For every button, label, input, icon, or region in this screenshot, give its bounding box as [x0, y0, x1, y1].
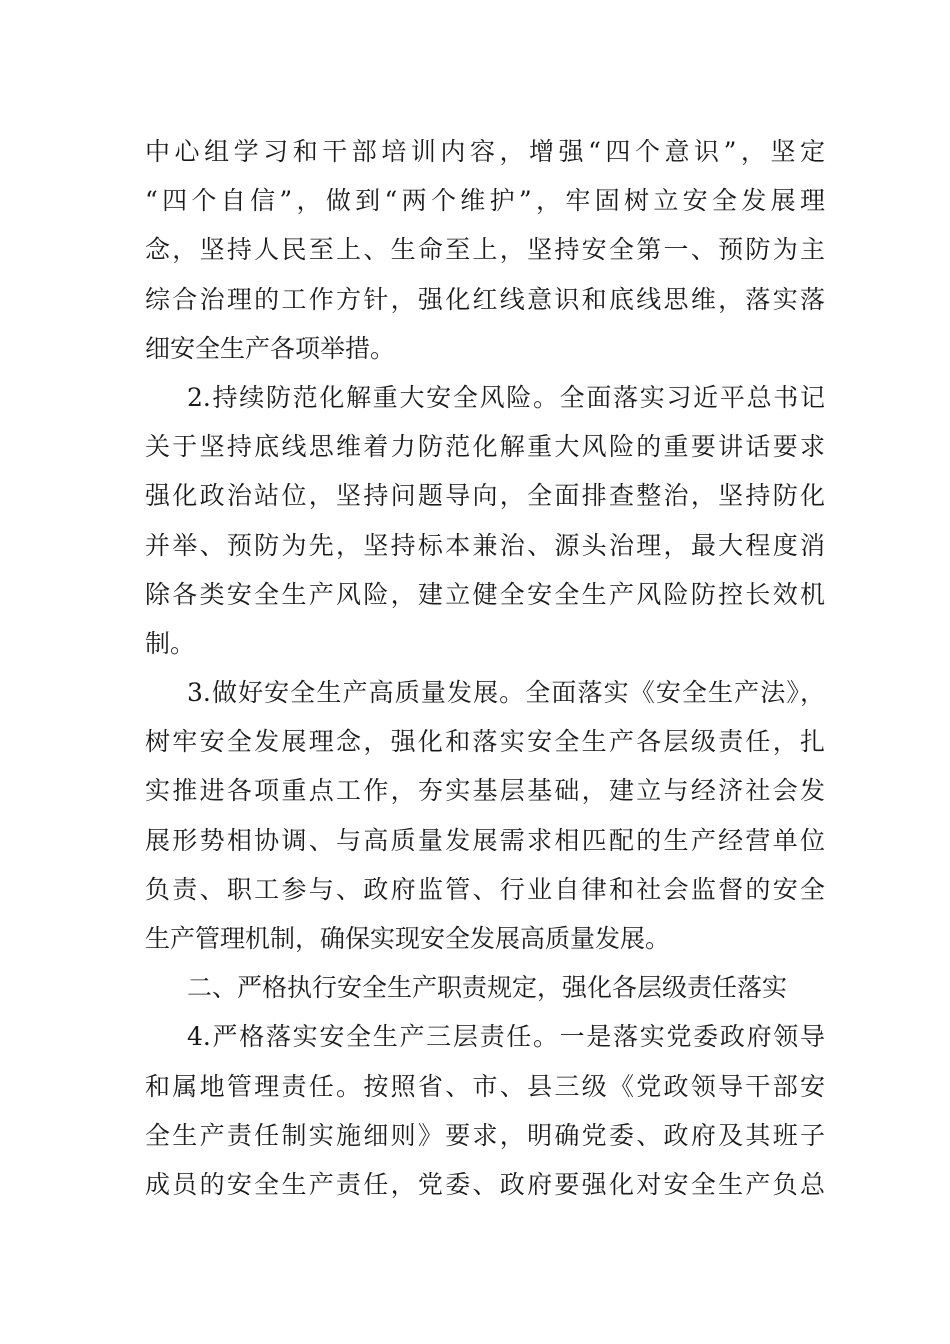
- text-line: 展形势相协调、与高质量发展需求相匹配的生产经营单位: [145, 825, 825, 855]
- document-body: [145, 127, 825, 1209]
- item-heading-2: 2.持续防范化解重大安全风险。全面落实习近平总书记: [187, 382, 825, 412]
- text-line: 负责、职工参与、政府监管、行业自律和社会监督的安全: [145, 874, 825, 904]
- section-heading: 二、严格执行安全生产职责规定，强化各层级责任落实: [187, 973, 788, 1003]
- text-line: 和属地管理责任。按照省、市、县三级《党政领导干部安: [145, 1071, 825, 1101]
- text-line: 制。: [145, 628, 196, 658]
- item-heading-4: 4.严格落实安全生产三层责任。一是落实党委政府领导: [187, 1022, 825, 1052]
- text-line: 实推进各项重点工作，夯实基层基础，建立与经济社会发: [145, 776, 825, 806]
- text-line: 念，坚持人民至上、生命至上，坚持安全第一、预防为主: [145, 235, 825, 265]
- item-heading-3: 3.做好安全生产高质量发展。全面落实《安全生产法》，: [187, 678, 825, 708]
- text-line: 生产管理机制，确保实现安全发展高质量发展。: [145, 924, 671, 953]
- text-line: 强化政治站位，坚持问题导向，全面排查整治，坚持防化: [145, 481, 825, 511]
- text-line: 树牢安全发展理念，强化和落实安全生产各层级责任，扎: [145, 727, 825, 757]
- text-line: 成员的安全生产责任，党委、政府要强化对安全生产负总: [145, 1169, 825, 1199]
- text-line: 除各类安全生产风险，建立健全安全生产风险防控长效机: [145, 579, 825, 609]
- text-line: 关于坚持底线思维着力防范化解重大风险的重要讲话要求: [145, 432, 825, 462]
- text-line: 全生产责任制实施细则》要求，明确党委、政府及其班子: [145, 1120, 825, 1150]
- text-line: “四个自信”，做到“两个维护”，牢固树立安全发展理: [145, 186, 825, 216]
- text-line: 中心组学习和干部培训内容，增强“四个意识”，坚定: [145, 137, 825, 166]
- text-line: 细安全生产各项举措。: [145, 333, 396, 363]
- text-line: 综合治理的工作方针，强化红线意识和底线思维，落实落: [145, 284, 825, 314]
- text-line: 并举、预防为先，坚持标本兼治、源头治理，最大程度消: [145, 530, 825, 560]
